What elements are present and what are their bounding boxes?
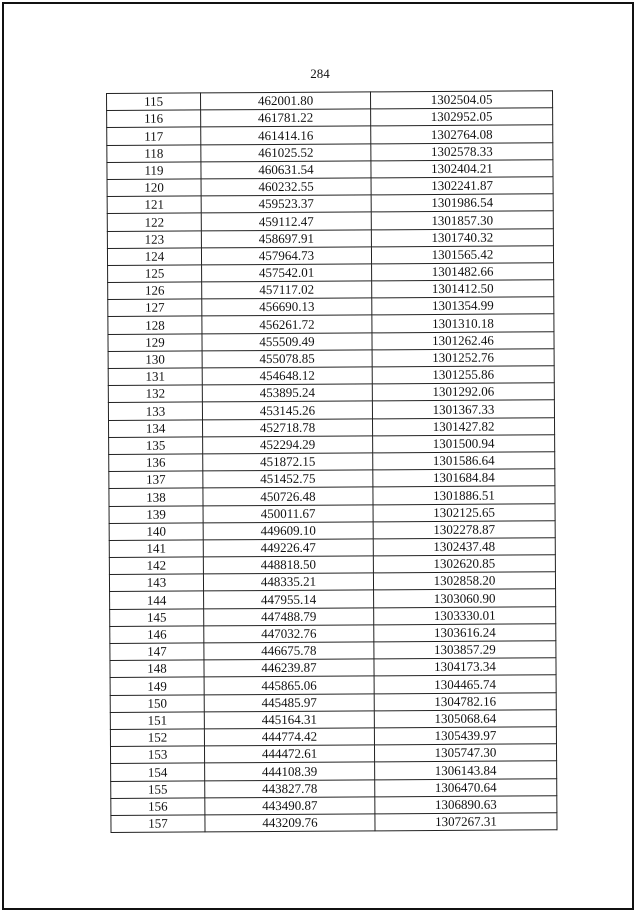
table-row bbox=[107, 125, 553, 145]
table-row bbox=[110, 727, 556, 747]
table-row bbox=[108, 417, 554, 437]
y-coordinate-cell: 1301292.06 bbox=[372, 383, 554, 401]
table-row bbox=[108, 314, 554, 334]
x-coordinate-cell: 455078.85 bbox=[202, 350, 372, 368]
y-coordinate-cell: 1303060.90 bbox=[374, 589, 556, 607]
y-coordinate-cell: 1302437.48 bbox=[373, 538, 555, 556]
point-number-cell: 122 bbox=[107, 213, 201, 231]
y-coordinate-cell: 1301255.86 bbox=[372, 366, 554, 384]
y-coordinate-cell: 1301262.46 bbox=[372, 331, 554, 349]
y-coordinate-cell: 1302764.08 bbox=[371, 125, 553, 143]
point-number-cell: 116 bbox=[107, 110, 201, 128]
point-number-cell: 146 bbox=[110, 626, 204, 644]
point-number-cell: 131 bbox=[108, 368, 202, 386]
point-number-cell: 147 bbox=[110, 643, 204, 661]
x-coordinate-cell: 459112.47 bbox=[201, 212, 371, 230]
table-row bbox=[110, 641, 556, 661]
point-number-cell: 138 bbox=[109, 488, 203, 506]
coordinates-table bbox=[106, 90, 558, 833]
y-coordinate-cell: 1304465.74 bbox=[374, 675, 556, 693]
y-coordinate-cell: 1305439.97 bbox=[374, 727, 556, 745]
table-row bbox=[109, 555, 555, 575]
y-coordinate-cell: 1302125.65 bbox=[373, 503, 555, 521]
table-row bbox=[111, 795, 557, 815]
coordinates-table-body bbox=[107, 91, 558, 833]
y-coordinate-cell: 1305068.64 bbox=[374, 710, 556, 728]
point-number-cell: 132 bbox=[108, 385, 202, 403]
x-coordinate-cell: 445865.06 bbox=[204, 676, 374, 694]
table-row bbox=[109, 452, 555, 472]
x-coordinate-cell: 460232.55 bbox=[201, 178, 371, 196]
y-coordinate-cell: 1301427.82 bbox=[372, 417, 554, 435]
y-coordinate-cell: 1302858.20 bbox=[373, 572, 555, 590]
point-number-cell: 157 bbox=[111, 815, 205, 833]
x-coordinate-cell: 449226.47 bbox=[203, 539, 373, 557]
table-row bbox=[107, 91, 553, 111]
point-number-cell: 118 bbox=[107, 144, 201, 162]
table-row bbox=[110, 675, 556, 695]
x-coordinate-cell: 444774.42 bbox=[204, 728, 374, 746]
x-coordinate-cell: 445485.97 bbox=[204, 693, 374, 711]
y-coordinate-cell: 1301500.94 bbox=[373, 435, 555, 453]
x-coordinate-cell: 446239.87 bbox=[204, 659, 374, 677]
x-coordinate-cell: 448335.21 bbox=[203, 573, 373, 591]
y-coordinate-cell: 1301310.18 bbox=[372, 314, 554, 332]
table-row bbox=[108, 366, 554, 386]
x-coordinate-cell: 450011.67 bbox=[203, 504, 373, 522]
y-coordinate-cell: 1304173.34 bbox=[374, 658, 556, 676]
x-coordinate-cell: 458697.91 bbox=[201, 229, 371, 247]
table-row bbox=[109, 538, 555, 558]
x-coordinate-cell: 448818.50 bbox=[203, 556, 373, 574]
table-row bbox=[111, 761, 557, 781]
x-coordinate-cell: 462001.80 bbox=[201, 92, 371, 110]
point-number-cell: 151 bbox=[110, 712, 204, 730]
point-number-cell: 130 bbox=[108, 351, 202, 369]
x-coordinate-cell: 447955.14 bbox=[204, 590, 374, 608]
point-number-cell: 125 bbox=[108, 265, 202, 283]
point-number-cell: 129 bbox=[108, 334, 202, 352]
y-coordinate-cell: 1302620.85 bbox=[373, 555, 555, 573]
table-row bbox=[109, 503, 555, 523]
point-number-cell: 124 bbox=[107, 248, 201, 266]
y-coordinate-cell: 1304782.16 bbox=[374, 692, 556, 710]
y-coordinate-cell: 1303616.24 bbox=[374, 624, 556, 642]
point-number-cell: 134 bbox=[108, 419, 202, 437]
table-row bbox=[110, 692, 556, 712]
x-coordinate-cell: 460631.54 bbox=[201, 161, 371, 179]
y-coordinate-cell: 1301886.51 bbox=[373, 486, 555, 504]
point-number-cell: 128 bbox=[108, 316, 202, 334]
table-row bbox=[110, 624, 556, 644]
x-coordinate-cell: 444108.39 bbox=[205, 762, 375, 780]
y-coordinate-cell: 1301586.64 bbox=[373, 452, 555, 470]
y-coordinate-cell: 1302578.33 bbox=[371, 142, 553, 160]
x-coordinate-cell: 456261.72 bbox=[202, 315, 372, 333]
point-number-cell: 133 bbox=[108, 402, 202, 420]
x-coordinate-cell: 453895.24 bbox=[202, 384, 372, 402]
point-number-cell: 153 bbox=[110, 746, 204, 764]
table-row bbox=[110, 589, 556, 609]
y-coordinate-cell: 1306143.84 bbox=[375, 761, 557, 779]
y-coordinate-cell: 1303330.01 bbox=[374, 606, 556, 624]
y-coordinate-cell: 1301684.84 bbox=[373, 469, 555, 487]
x-coordinate-cell: 455509.49 bbox=[202, 333, 372, 351]
point-number-cell: 141 bbox=[109, 540, 203, 558]
y-coordinate-cell: 1302404.21 bbox=[371, 160, 553, 178]
y-coordinate-cell: 1307267.31 bbox=[375, 813, 557, 831]
point-number-cell: 135 bbox=[109, 437, 203, 455]
point-number-cell: 137 bbox=[109, 471, 203, 489]
table-row bbox=[110, 606, 556, 626]
table-row bbox=[110, 744, 556, 764]
table-row bbox=[108, 263, 554, 283]
table-row bbox=[109, 572, 555, 592]
table-row bbox=[109, 520, 555, 540]
y-coordinate-cell: 1301740.32 bbox=[371, 228, 553, 246]
table-row bbox=[108, 280, 554, 300]
table-row bbox=[107, 142, 553, 162]
y-coordinate-cell: 1302278.87 bbox=[373, 520, 555, 538]
x-coordinate-cell: 457542.01 bbox=[202, 264, 372, 282]
table-row bbox=[111, 778, 557, 798]
point-number-cell: 126 bbox=[108, 282, 202, 300]
x-coordinate-cell: 451452.75 bbox=[203, 470, 373, 488]
x-coordinate-cell: 457117.02 bbox=[202, 281, 372, 299]
y-coordinate-cell: 1302241.87 bbox=[371, 177, 553, 195]
x-coordinate-cell: 443209.76 bbox=[205, 814, 375, 832]
x-coordinate-cell: 449609.10 bbox=[203, 522, 373, 540]
y-coordinate-cell: 1301412.50 bbox=[372, 280, 554, 298]
x-coordinate-cell: 447488.79 bbox=[204, 607, 374, 625]
table-row bbox=[107, 228, 553, 248]
point-number-cell: 149 bbox=[110, 677, 204, 695]
y-coordinate-cell: 1301986.54 bbox=[371, 194, 553, 212]
table-row bbox=[109, 469, 555, 489]
point-number-cell: 119 bbox=[107, 162, 201, 180]
page-number: 284 bbox=[310, 66, 330, 81]
y-coordinate-cell: 1305747.30 bbox=[374, 744, 556, 762]
point-number-cell: 155 bbox=[111, 780, 205, 798]
y-coordinate-cell: 1301482.66 bbox=[372, 263, 554, 281]
table-row bbox=[108, 331, 554, 351]
x-coordinate-cell: 452294.29 bbox=[203, 436, 373, 454]
y-coordinate-cell: 1301565.42 bbox=[371, 245, 553, 263]
table-row bbox=[107, 108, 553, 128]
x-coordinate-cell: 454648.12 bbox=[202, 367, 372, 385]
point-number-cell: 143 bbox=[109, 574, 203, 592]
x-coordinate-cell: 461781.22 bbox=[201, 109, 371, 127]
y-coordinate-cell: 1301252.76 bbox=[372, 349, 554, 367]
x-coordinate-cell: 457964.73 bbox=[201, 247, 371, 265]
point-number-cell: 156 bbox=[111, 798, 205, 816]
x-coordinate-cell: 461025.52 bbox=[201, 143, 371, 161]
point-number-cell: 136 bbox=[109, 454, 203, 472]
point-number-cell: 121 bbox=[107, 196, 201, 214]
x-coordinate-cell: 445164.31 bbox=[204, 711, 374, 729]
point-number-cell: 145 bbox=[110, 609, 204, 627]
x-coordinate-cell: 444472.61 bbox=[204, 745, 374, 763]
point-number-cell: 152 bbox=[110, 729, 204, 747]
x-coordinate-cell: 450726.48 bbox=[203, 487, 373, 505]
x-coordinate-cell: 443827.78 bbox=[205, 779, 375, 797]
point-number-cell: 148 bbox=[110, 660, 204, 678]
point-number-cell: 115 bbox=[107, 93, 201, 111]
point-number-cell: 142 bbox=[109, 557, 203, 575]
y-coordinate-cell: 1301367.33 bbox=[372, 400, 554, 418]
x-coordinate-cell: 446675.78 bbox=[204, 642, 374, 660]
point-number-cell: 154 bbox=[111, 763, 205, 781]
table-row bbox=[111, 813, 557, 833]
y-coordinate-cell: 1302952.05 bbox=[371, 108, 553, 126]
x-coordinate-cell: 456690.13 bbox=[202, 298, 372, 316]
table-row bbox=[107, 211, 553, 231]
point-number-cell: 117 bbox=[107, 127, 201, 145]
x-coordinate-cell: 459523.37 bbox=[201, 195, 371, 213]
point-number-cell: 140 bbox=[109, 523, 203, 541]
point-number-cell: 150 bbox=[110, 694, 204, 712]
y-coordinate-cell: 1306890.63 bbox=[375, 795, 557, 813]
table-row bbox=[109, 435, 555, 455]
table-row bbox=[107, 194, 553, 214]
point-number-cell: 139 bbox=[109, 505, 203, 523]
point-number-cell: 144 bbox=[110, 591, 204, 609]
table-row bbox=[108, 400, 554, 420]
table-row bbox=[107, 177, 553, 197]
y-coordinate-cell: 1302504.05 bbox=[370, 91, 552, 109]
x-coordinate-cell: 452718.78 bbox=[202, 418, 372, 436]
x-coordinate-cell: 461414.16 bbox=[201, 126, 371, 144]
coordinates-table-wrapper bbox=[106, 90, 557, 833]
x-coordinate-cell: 451872.15 bbox=[203, 453, 373, 471]
table-row bbox=[108, 383, 554, 403]
table-row bbox=[108, 349, 554, 369]
table-row bbox=[107, 245, 553, 265]
point-number-cell: 120 bbox=[107, 179, 201, 197]
x-coordinate-cell: 453145.26 bbox=[202, 401, 372, 419]
table-row bbox=[108, 297, 554, 317]
y-coordinate-cell: 1301354.99 bbox=[372, 297, 554, 315]
y-coordinate-cell: 1306470.64 bbox=[375, 778, 557, 796]
x-coordinate-cell: 447032.76 bbox=[204, 625, 374, 643]
y-coordinate-cell: 1303857.29 bbox=[374, 641, 556, 659]
x-coordinate-cell: 443490.87 bbox=[205, 797, 375, 815]
y-coordinate-cell: 1301857.30 bbox=[371, 211, 553, 229]
table-row bbox=[110, 658, 556, 678]
point-number-cell: 127 bbox=[108, 299, 202, 317]
table-row bbox=[109, 486, 555, 506]
point-number-cell: 123 bbox=[107, 230, 201, 248]
table-row bbox=[107, 160, 553, 180]
table-row bbox=[110, 710, 556, 730]
